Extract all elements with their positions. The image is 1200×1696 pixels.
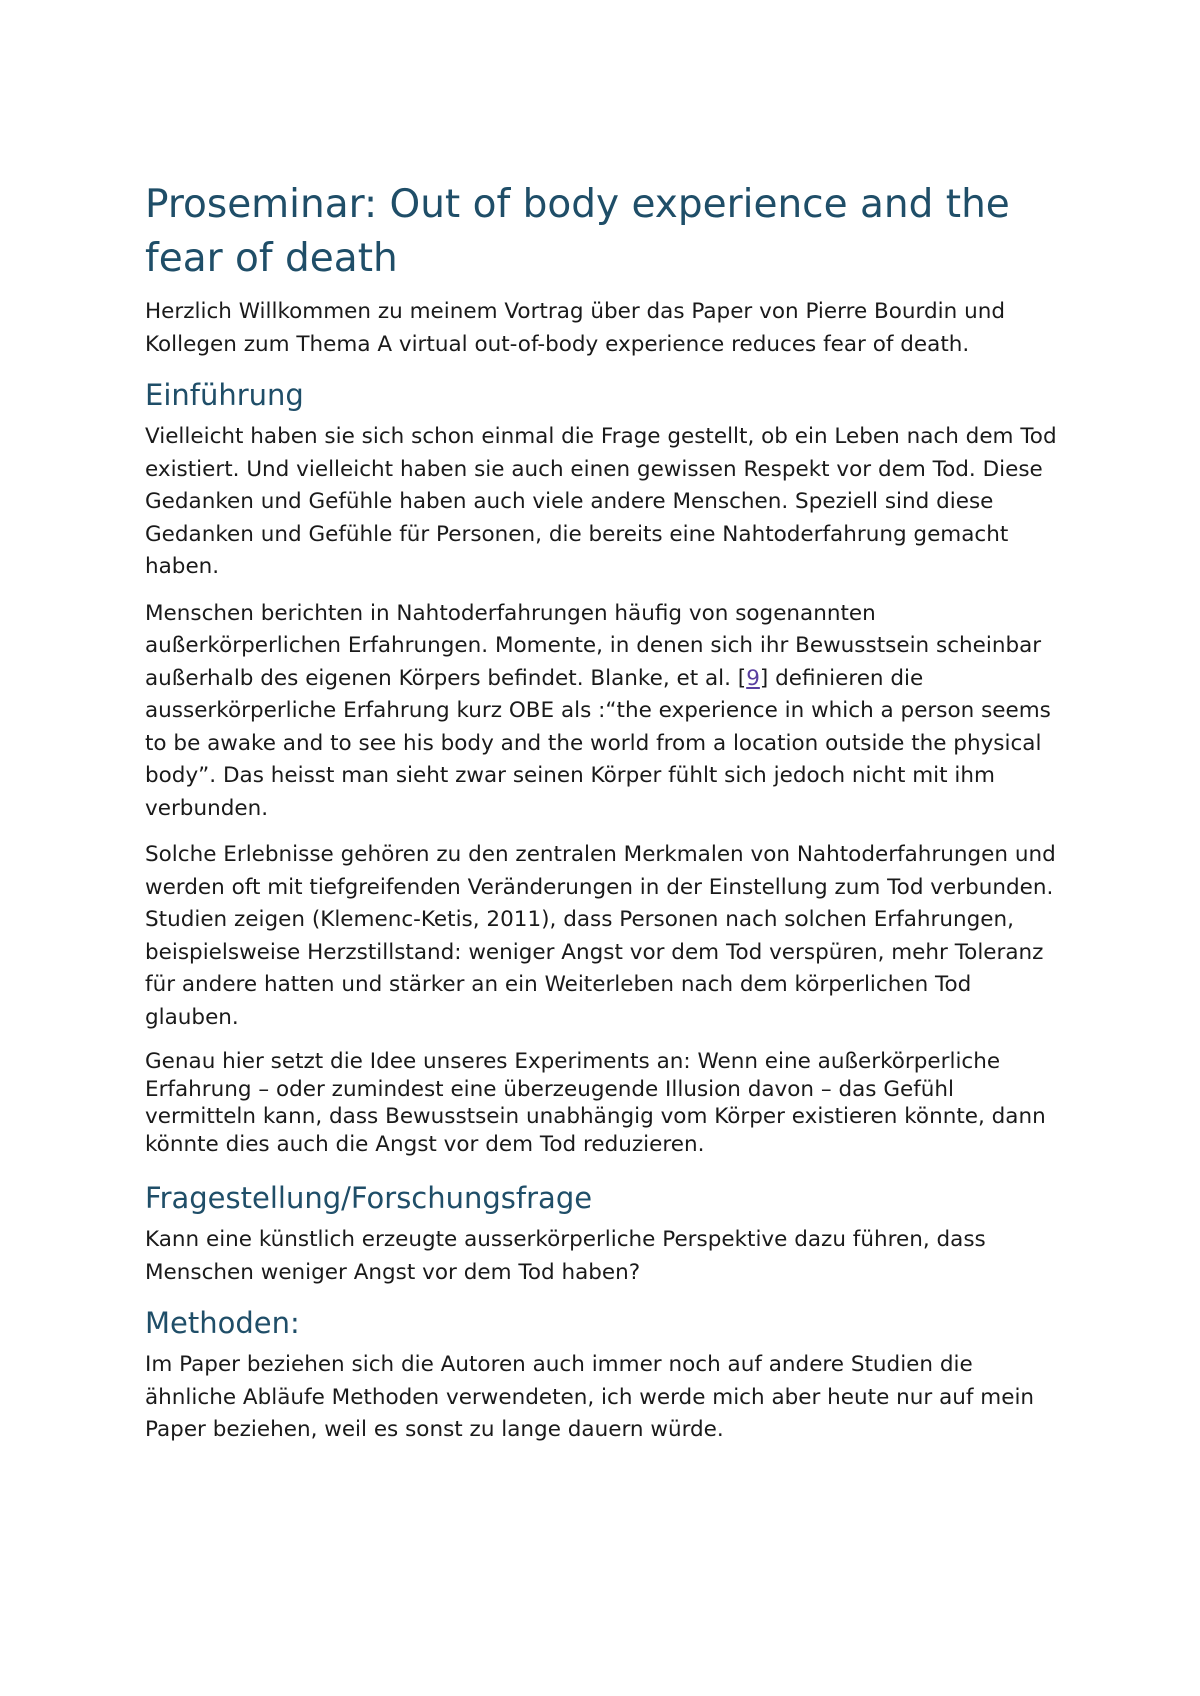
einfuehrung-paragraph-1: Vielleicht haben sie sich schon einmal die Frage gestellt, ob ein Leben nach dem Tod existiert. Und vielleicht haben sie auch einen gewissen Respekt vor dem Tod. Diese Gedanken und Gefühle haben auch viele andere Menschen. Speziell sind diese Gedanken und Gefühle für Personen, die bereits eine Nahtoderfahrung gemacht haben. [145, 424, 1057, 579]
document-title: Proseminar: Out of body experience and the fear of death [145, 182, 1010, 281]
einfuehrung-paragraph-3: Solche Erlebnisse gehören zu den zentralen Merkmalen von Nahtoderfahrungen und werden oft mit tiefgreifenden Veränderungen in der Einstellung zum Tod verbunden. Studien zeigen (Klemenc-Ketis, 2011), dass Personen nach solchen Erfahrungen, beispielsweise Herzstillstand: weniger Angst vor dem Tod verspüren, mehr Toleranz für andere hatten und stärker an ein Weiterleben nach dem körperlichen Tod glauben. [145, 842, 1056, 1030]
section-heading-einfuehrung: Einführung [145, 378, 304, 412]
einfuehrung-paragraph-2-text-a: Menschen berichten in Nahtoderfahrungen häufig von sogenannten außerkörperlichen Erfahrungen. Momente, in denen sich ihr Bewusstsein scheinbar außerhalb des eigenen Körpers befindet. Blanke, et al. [ [145, 600, 1042, 691]
methoden-paragraph: Im Paper beziehen sich die Autoren auch immer noch auf andere Studien die ähnliche Abläufe Methoden verwendeten, ich werde mich aber heute nur auf mein Paper beziehen, weil es sonst zu lange dauern würde. [145, 1352, 1035, 1442]
document-page [145, 178, 1070, 1461]
einfuehrung-paragraph-2-text-b: ] definieren die ausserkörperliche Erfahrung kurz OBE als :“the experience in which a person seems to be awake and to see his body and the world from a location outside the physical body”. Das heisst man sieht zwar seinen Körper fühlt sich jedoch nicht mit ihm verbunden. [145, 665, 1051, 821]
section-heading-fragestellung: Fragestellung/Forschungsfrage [145, 1181, 593, 1215]
intro-paragraph: Herzlich Willkommen zu meinem Vortrag über das Paper von Pierre Bourdin und Kollegen zum Thema A virtual out-of-body experience reduces fear of death. [145, 299, 1005, 357]
section-heading-methoden: Methoden: [145, 1306, 300, 1340]
einfuehrung-paragraph-4: Genau hier setzt die Idee unseres Experiments an: Wenn eine außerkörperliche Erfahrung – oder zumindest eine überzeugende Illusion davon – das Gefühl vermitteln kann, dass Bewusstsein unabhängig vom Körper existieren könnte, dann könnte dies auch die Angst vor dem Tod reduzieren. [145, 1049, 1046, 1157]
fragestellung-paragraph: Kann eine künstlich erzeugte ausserkörperliche Perspektive dazu führen, dass Menschen weniger Angst vor dem Tod haben? [145, 1227, 986, 1285]
einfuehrung-paragraph-2 [145, 598, 1070, 826]
citation-link[interactable]: 9 [746, 665, 760, 691]
